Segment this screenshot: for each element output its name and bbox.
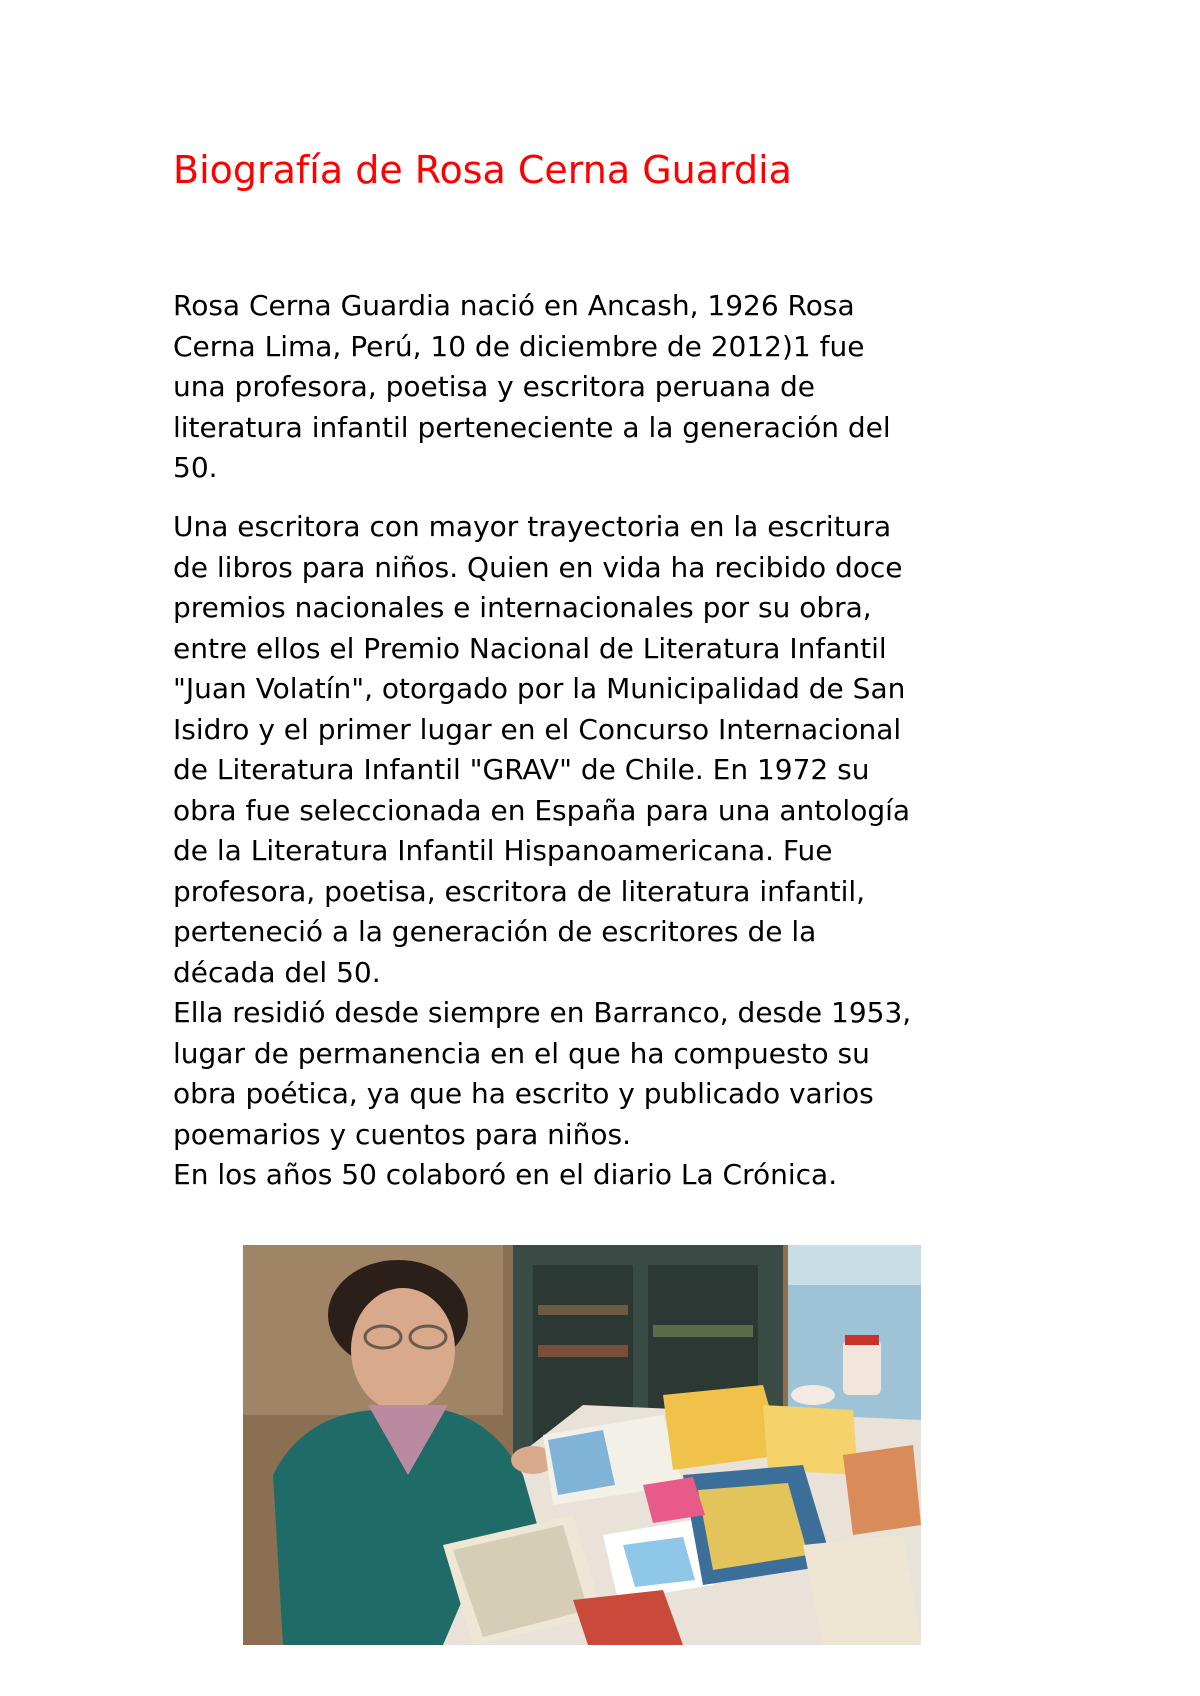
photo-face — [351, 1288, 455, 1412]
photo-books-row — [538, 1345, 628, 1357]
photo-book-cover — [623, 1537, 695, 1587]
text-line: de libros para niños. Quien en vida ha recibido doce — [173, 550, 903, 584]
text-line: 50. — [173, 451, 218, 484]
text-line: década del 50. — [173, 955, 381, 989]
photo-book-cover — [698, 1483, 808, 1570]
text-line: Una escritora con mayor trayectoria en la escritura — [173, 510, 892, 543]
photo-jug-lid — [845, 1335, 879, 1345]
photo-book — [763, 1405, 858, 1475]
photo-cup — [791, 1385, 835, 1405]
author-photo-illustration — [243, 1245, 921, 1645]
text-line: lugar de permanencia en el que ha compuesto su — [173, 1036, 870, 1070]
photo-book — [803, 1535, 921, 1645]
photo-book — [843, 1445, 921, 1535]
photo-books-row — [538, 1305, 628, 1315]
photo-window-light — [788, 1245, 921, 1285]
text-line: de la Literatura Infantil Hispanoamericana. Fue — [173, 834, 833, 867]
photo-books-row — [653, 1325, 753, 1337]
text-line: obra poética, ya que ha escrito y publicado varios — [173, 1077, 874, 1110]
text-line: premios nacionales e internacionales por su obra, — [173, 591, 872, 624]
text-line: perteneció a la generación de escritores de la — [173, 915, 817, 948]
text-line: literatura infantil perteneciente a la generación del — [173, 410, 891, 444]
text-line: entre ellos el Premio Nacional de Literatura Infantil — [173, 631, 887, 665]
text-line: de Literatura Infantil "GRAV" de Chile. En 1972 su — [173, 753, 870, 786]
text-line: Isidro y el primer lugar en el Concurso Internacional — [173, 712, 902, 746]
text-line: profesora, poetisa, escritora de literatura infantil, — [173, 874, 866, 908]
text-line: En los años 50 colaboró en el diario La Crónica. — [173, 1158, 838, 1191]
photo-book-cover — [548, 1430, 615, 1495]
text-line: Ella residió desde siempre en Barranco, desde 1953, — [173, 996, 912, 1029]
text-line: obra fue seleccionada en España para una antología — [173, 793, 911, 827]
author-photo — [243, 1245, 921, 1645]
text-line: Cerna Lima, Perú, 10 de diciembre de 2012)1 fue — [173, 329, 865, 363]
text-line: Rosa Cerna Guardia nació en Ancash, 1926 Rosa — [173, 289, 855, 322]
photo-jug — [843, 1340, 881, 1395]
text-line: "Juan Volatín", otorgado por la Municipalidad de San — [173, 672, 906, 705]
paragraph-biography — [173, 507, 1053, 1196]
paragraph-intro — [173, 286, 1053, 489]
page-title: Biografía de Rosa Cerna Guardia — [173, 148, 792, 192]
text-line: poemarios y cuentos para niños. — [173, 1117, 632, 1151]
text-line: una profesora, poetisa y escritora peruana de — [173, 370, 816, 403]
